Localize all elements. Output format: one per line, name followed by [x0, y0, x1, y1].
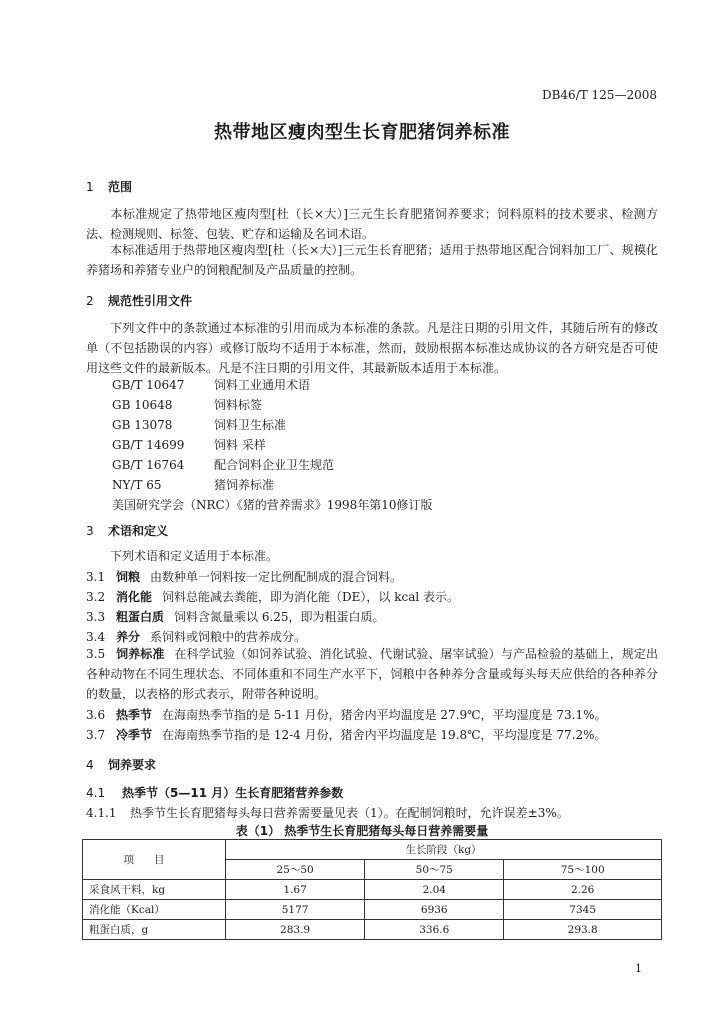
table-caption: 表（1） 热季节生长育肥猪每头每日营养需要量 — [235, 824, 489, 838]
section-title: 范围 — [108, 180, 133, 194]
standard-code: DB46/T 125—2008 — [541, 88, 657, 102]
section-number: 3 — [86, 524, 94, 538]
term-number: 3.5 — [86, 647, 106, 661]
reference-code: GB/T 10647 — [112, 378, 185, 392]
stage-cell: 50～75 — [365, 860, 504, 880]
term-name: 冷季节 — [116, 728, 153, 742]
table-cell: 2.26 — [504, 880, 662, 900]
section-heading-terms — [86, 522, 168, 539]
scope-text-2: 本标准适用于热带地区瘦肉型[杜（长×大）]三元生长育肥猪；适用于热带地区配合饲料加工厂、规模化养猪场和养猪专业户的饲粮配制及产品质量的控制。 — [86, 243, 658, 277]
reference-name: 饲料卫生标准 — [214, 418, 287, 432]
term-definition: 系饲料或饲粮中的营养成分。 — [150, 630, 307, 644]
row-label: 消化能（Kcal） — [83, 900, 226, 920]
table-row — [83, 920, 662, 940]
row-label: 粗蛋白质，g — [83, 920, 226, 940]
section-number: 4 — [86, 758, 94, 772]
term-definition: 在科学试验（如饲养试验、消化试验、代谢试验、屠宰试验）与产品检验的基础上，规定出各种动物在不同生理状态、不同体重和不同生产水平下，饲粮中各种养分含量或每头每天应供给的各种养分的数量，以表格的形式表示，附带各种说明。 — [86, 647, 658, 701]
reference-code: GB 10648 — [112, 398, 173, 412]
section-title: 术语和定义 — [108, 524, 169, 538]
term-definition: 饲料含氮量乘以 6.25，即为粗蛋白质。 — [174, 610, 385, 624]
term-item — [86, 568, 402, 585]
term-definition: 由数种单一饲料按一定比例配制成的混合饲料。 — [150, 570, 403, 584]
section-number: 1 — [86, 180, 94, 194]
clause-4-1-1 — [86, 804, 569, 821]
references-intro-text: 下列文件中的条款通过本标准的引用而成为本标准的条款。凡是注日期的引用文件，其随后所有的修改单（不包括勘误的内容）或修订版均不适用于本标准，然而，鼓励根据本标准达成协议的各方研究是否可使用这些文件的最新版本。凡是不注日期的引用文件，其最新版本适用于本标准。 — [86, 321, 658, 375]
reference-nrc: 美国研究学会（NRC）《猪的营养需求》1998年第10修订版 — [112, 498, 433, 512]
term-number: 3.2 — [86, 590, 106, 604]
term-name: 消化能 — [116, 590, 153, 604]
reference-name: 饲料标签 — [214, 398, 263, 412]
table-cell: 336.6 — [365, 920, 504, 940]
term-name: 养分 — [116, 630, 141, 644]
scope-paragraph-1 — [86, 204, 658, 244]
term-name: 饲养标准 — [116, 647, 165, 661]
nutrient-table — [82, 839, 662, 940]
terms-intro — [86, 546, 658, 566]
scope-text-1: 本标准规定了热带地区瘦肉型[杜（长×大）]三元生长育肥猪饲养要求；饲料原料的技术要求、检测方法、检测规则、标签、包装、贮存和运输及名词术语。 — [86, 207, 658, 241]
table-cell: 283.9 — [226, 920, 365, 940]
reference-item — [112, 396, 262, 413]
term-number: 3.7 — [86, 728, 106, 742]
term-item — [86, 608, 385, 625]
reference-item — [112, 476, 274, 493]
page-number: 1 — [635, 962, 642, 975]
table-header-row — [83, 840, 662, 860]
term-definition: 饲料总能减去粪能，即为消化能（DE），以 kcal 表示。 — [162, 590, 460, 604]
subsection-heading-hot-season — [86, 784, 343, 801]
term-number: 3.1 — [86, 570, 106, 584]
subsection-number: 4.1 — [86, 786, 106, 800]
stage-cell: 75～100 — [504, 860, 662, 880]
term-item — [86, 588, 459, 605]
item-header: 项目 — [83, 840, 226, 880]
table-row — [83, 900, 662, 920]
reference-name: 饲料工业通用术语 — [214, 378, 311, 392]
section-title: 饲养要求 — [108, 758, 157, 772]
section-heading-requirements — [86, 756, 156, 773]
stage-cell: 25～50 — [226, 860, 365, 880]
reference-name: 猪饲养标准 — [214, 478, 275, 492]
stage-header: 生长阶段（kg） — [226, 840, 662, 860]
table-cell: 293.8 — [504, 920, 662, 940]
table-cell: 6936 — [365, 900, 504, 920]
term-item — [86, 726, 607, 743]
table-cell: 1.67 — [226, 880, 365, 900]
section-heading-scope — [86, 178, 132, 195]
term-item — [86, 706, 607, 723]
reference-item — [112, 456, 334, 473]
reference-code: GB/T 14699 — [112, 438, 185, 452]
term-name: 粗蛋白质 — [116, 610, 165, 624]
terms-intro-text: 下列术语和定义适用于本标准。 — [110, 549, 279, 563]
section-title: 规范性引用文件 — [108, 294, 193, 308]
term-definition: 在海南热季节指的是 5-11 月份，猪舍内平均温度是 27.9℃，平均湿度是 73.1%。 — [162, 708, 607, 722]
reference-code: NY/T 65 — [112, 478, 162, 492]
section-heading-references — [86, 292, 192, 309]
table-cell: 2.04 — [365, 880, 504, 900]
term-number: 3.3 — [86, 610, 106, 624]
row-label: 采食风干料，kg — [83, 880, 226, 900]
term-number: 3.6 — [86, 708, 106, 722]
table-row — [83, 880, 662, 900]
document-title: 热带地区瘦肉型生长育肥猪饲养标准 — [214, 122, 510, 143]
reference-code: GB/T 16764 — [112, 458, 185, 472]
term-name: 饲粮 — [116, 570, 141, 584]
references-intro — [86, 318, 658, 378]
reference-item — [112, 376, 310, 393]
reference-code: GB 13078 — [112, 418, 173, 432]
subsection-title: 热季节（5—11 月）生长育肥猪营养参数 — [122, 786, 344, 800]
clause-text: 热季节生长育肥猪每头每日营养需要量见表（1）。在配制饲粮时，允许误差±3%。 — [130, 806, 569, 820]
scope-paragraph-2 — [86, 240, 658, 280]
section-number: 2 — [86, 294, 94, 308]
term-item — [86, 628, 306, 645]
table-cell: 5177 — [226, 900, 365, 920]
reference-item — [112, 416, 286, 433]
reference-item — [112, 436, 266, 453]
term-name: 热季节 — [116, 708, 153, 722]
term-item — [86, 644, 658, 704]
reference-name: 配合饲料企业卫生规范 — [214, 458, 335, 472]
clause-number: 4.1.1 — [86, 806, 117, 820]
term-definition: 在海南热季节指的是 12-4 月份，猪舍内平均温度是 19.8℃，平均湿度是 77.2%。 — [162, 728, 607, 742]
term-number: 3.4 — [86, 630, 106, 644]
table-cell: 7345 — [504, 900, 662, 920]
reference-name: 饲料 采样 — [214, 438, 266, 452]
